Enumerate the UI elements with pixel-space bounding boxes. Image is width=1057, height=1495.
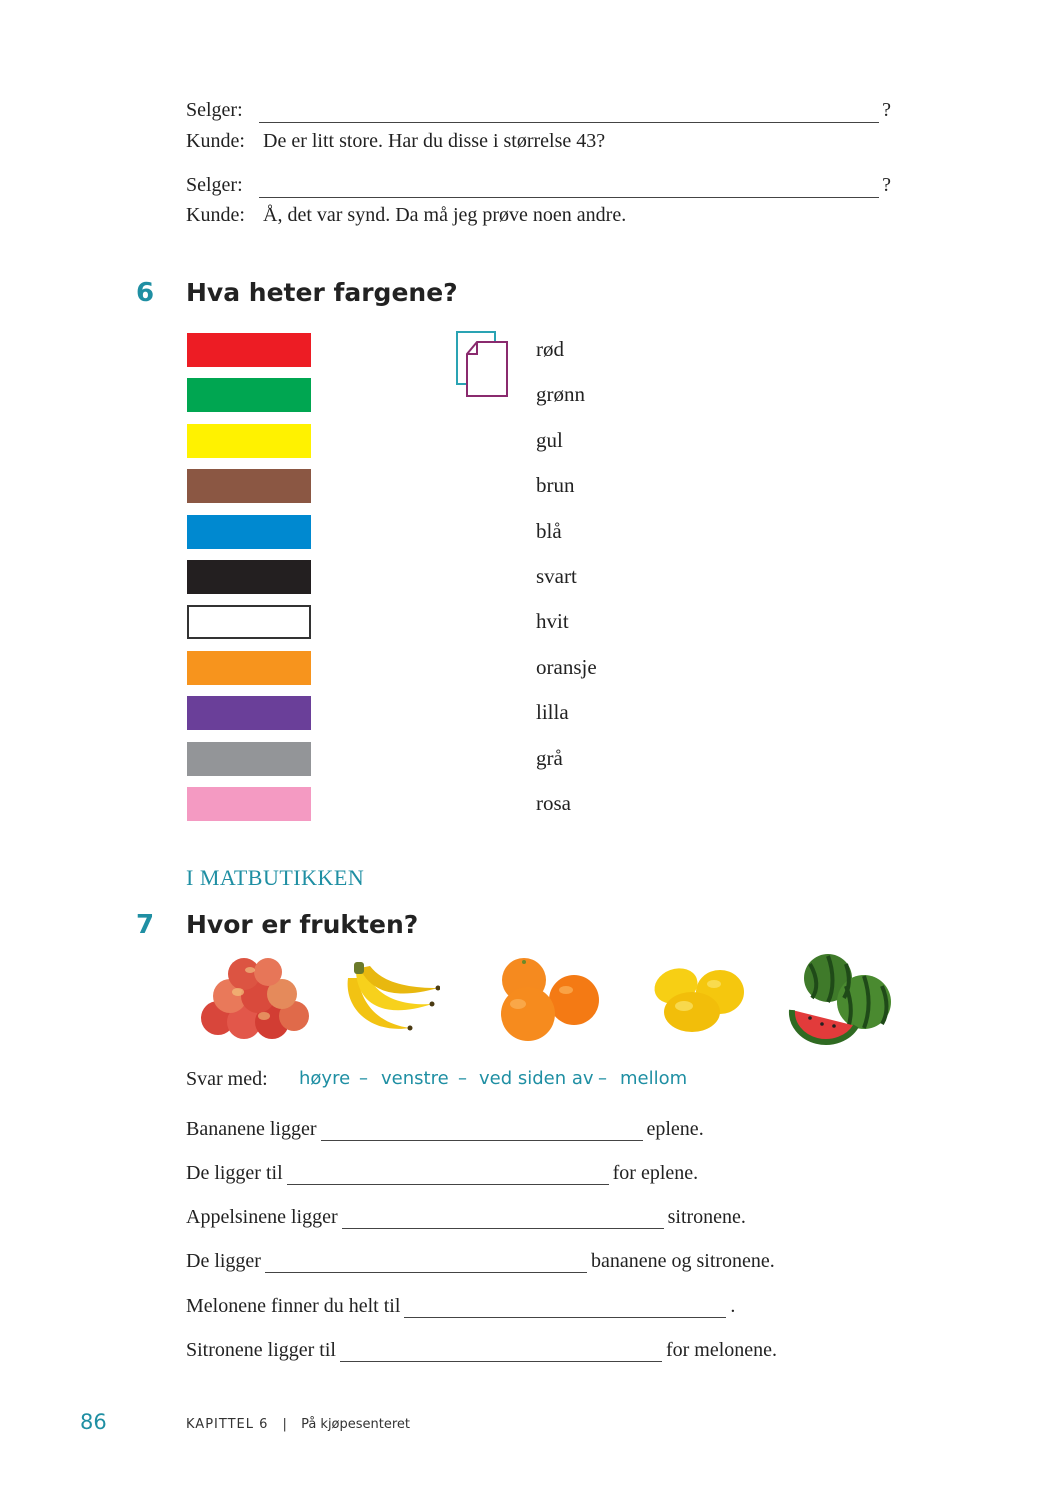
fill-in-sentence bbox=[186, 1338, 777, 1368]
speaker: Kunde: bbox=[186, 204, 245, 226]
color-swatch bbox=[187, 742, 311, 776]
sentence-end: eplene. bbox=[646, 1118, 704, 1140]
apples-image bbox=[198, 952, 310, 1045]
answer-prompt: Svar med: bbox=[186, 1068, 268, 1090]
dialogue-line-4 bbox=[186, 203, 891, 231]
answer-blank[interactable] bbox=[287, 1162, 609, 1185]
sentence-end: bananene og sitronene. bbox=[590, 1250, 775, 1272]
color-swatch bbox=[187, 605, 311, 639]
line-text: Å, det var synd. Da må jeg prøve noen andre. bbox=[263, 204, 627, 226]
fill-in-sentence bbox=[186, 1294, 735, 1324]
chapter-title: På kjøpesenteret bbox=[301, 1417, 411, 1432]
color-name: oransje bbox=[536, 654, 597, 679]
sentence-end: sitronene. bbox=[667, 1206, 746, 1228]
speaker: Selger: bbox=[186, 174, 243, 196]
option-hoyre: høyre bbox=[299, 1068, 351, 1089]
color-swatch bbox=[187, 651, 311, 685]
fill-in-sentence bbox=[186, 1205, 746, 1235]
dialogue-line-2 bbox=[186, 129, 891, 157]
option-separator: – bbox=[458, 1068, 467, 1089]
color-name: gul bbox=[536, 427, 563, 452]
fill-in-sentence bbox=[186, 1117, 704, 1147]
chapter-label: KAPITTEL 6 bbox=[186, 1417, 269, 1432]
option-venstre: venstre bbox=[381, 1068, 449, 1089]
sentence-start: Bananene ligger bbox=[186, 1118, 317, 1140]
color-name: blå bbox=[536, 518, 562, 543]
fill-in-sentence bbox=[186, 1249, 775, 1279]
answer-blank[interactable] bbox=[342, 1206, 664, 1229]
copy-sheet-icon bbox=[455, 330, 511, 400]
speaker: Kunde: bbox=[186, 130, 245, 152]
color-swatch bbox=[187, 378, 311, 412]
color-name: hvit bbox=[536, 609, 569, 634]
sentence-start: Sitronene ligger til bbox=[186, 1339, 336, 1361]
color-swatch bbox=[187, 469, 311, 503]
sentence-start: De ligger til bbox=[186, 1162, 283, 1184]
running-footer bbox=[186, 1417, 410, 1432]
question-mark: ? bbox=[882, 174, 891, 196]
color-swatch bbox=[187, 515, 311, 549]
answer-blank[interactable] bbox=[259, 197, 879, 198]
color-name: grå bbox=[536, 745, 563, 770]
color-name: lilla bbox=[536, 700, 569, 725]
line-text: De er litt store. Har du disse i størrelse 43? bbox=[263, 130, 606, 152]
color-swatch bbox=[187, 424, 311, 458]
sentence-end: for eplene. bbox=[612, 1162, 699, 1184]
dialogue-line-3 bbox=[186, 173, 891, 201]
color-name: rosa bbox=[536, 791, 571, 815]
speaker: Selger: bbox=[186, 99, 243, 121]
color-name: brun bbox=[536, 473, 575, 498]
answer-blank[interactable] bbox=[340, 1339, 662, 1362]
answer-blank[interactable] bbox=[404, 1295, 726, 1318]
option-separator: – bbox=[598, 1068, 607, 1089]
exercise-title: Hvor er frukten? bbox=[186, 910, 419, 939]
option-ved-siden-av: ved siden av bbox=[479, 1068, 594, 1089]
sentence-end: . bbox=[730, 1295, 736, 1317]
answer-blank[interactable] bbox=[321, 1118, 643, 1141]
answer-blank[interactable] bbox=[265, 1250, 587, 1273]
color-name: grønn bbox=[536, 382, 585, 407]
exercise-title: Hva heter fargene? bbox=[186, 278, 458, 307]
option-separator: – bbox=[359, 1068, 368, 1089]
color-name: rød bbox=[536, 337, 564, 361]
page-number: 86 bbox=[80, 1410, 107, 1434]
exercise-number: 7 bbox=[136, 910, 155, 940]
melons-image bbox=[788, 950, 892, 1051]
color-swatch bbox=[187, 787, 311, 821]
sentence-start: Melonene finner du helt til bbox=[186, 1295, 401, 1317]
oranges-image bbox=[494, 956, 602, 1047]
exercise-number: 6 bbox=[136, 278, 155, 308]
dialogue-line-1 bbox=[186, 98, 891, 126]
sentence-end: for melonene. bbox=[665, 1339, 778, 1361]
footer-separator: | bbox=[282, 1417, 287, 1432]
color-name: svart bbox=[536, 564, 577, 588]
question-mark: ? bbox=[882, 99, 891, 121]
fill-in-sentence bbox=[186, 1161, 698, 1191]
option-mellom: mellom bbox=[620, 1068, 688, 1089]
color-swatch bbox=[187, 560, 311, 594]
answer-blank[interactable] bbox=[259, 122, 879, 123]
lemons-image bbox=[648, 962, 746, 1039]
section-subheading: I MATBUTIKKEN bbox=[186, 865, 365, 890]
color-swatch bbox=[187, 696, 311, 730]
sentence-start: Appelsinene ligger bbox=[186, 1206, 338, 1228]
color-swatch bbox=[187, 333, 311, 367]
sentence-start: De ligger bbox=[186, 1250, 261, 1272]
bananas-image bbox=[340, 958, 440, 1041]
